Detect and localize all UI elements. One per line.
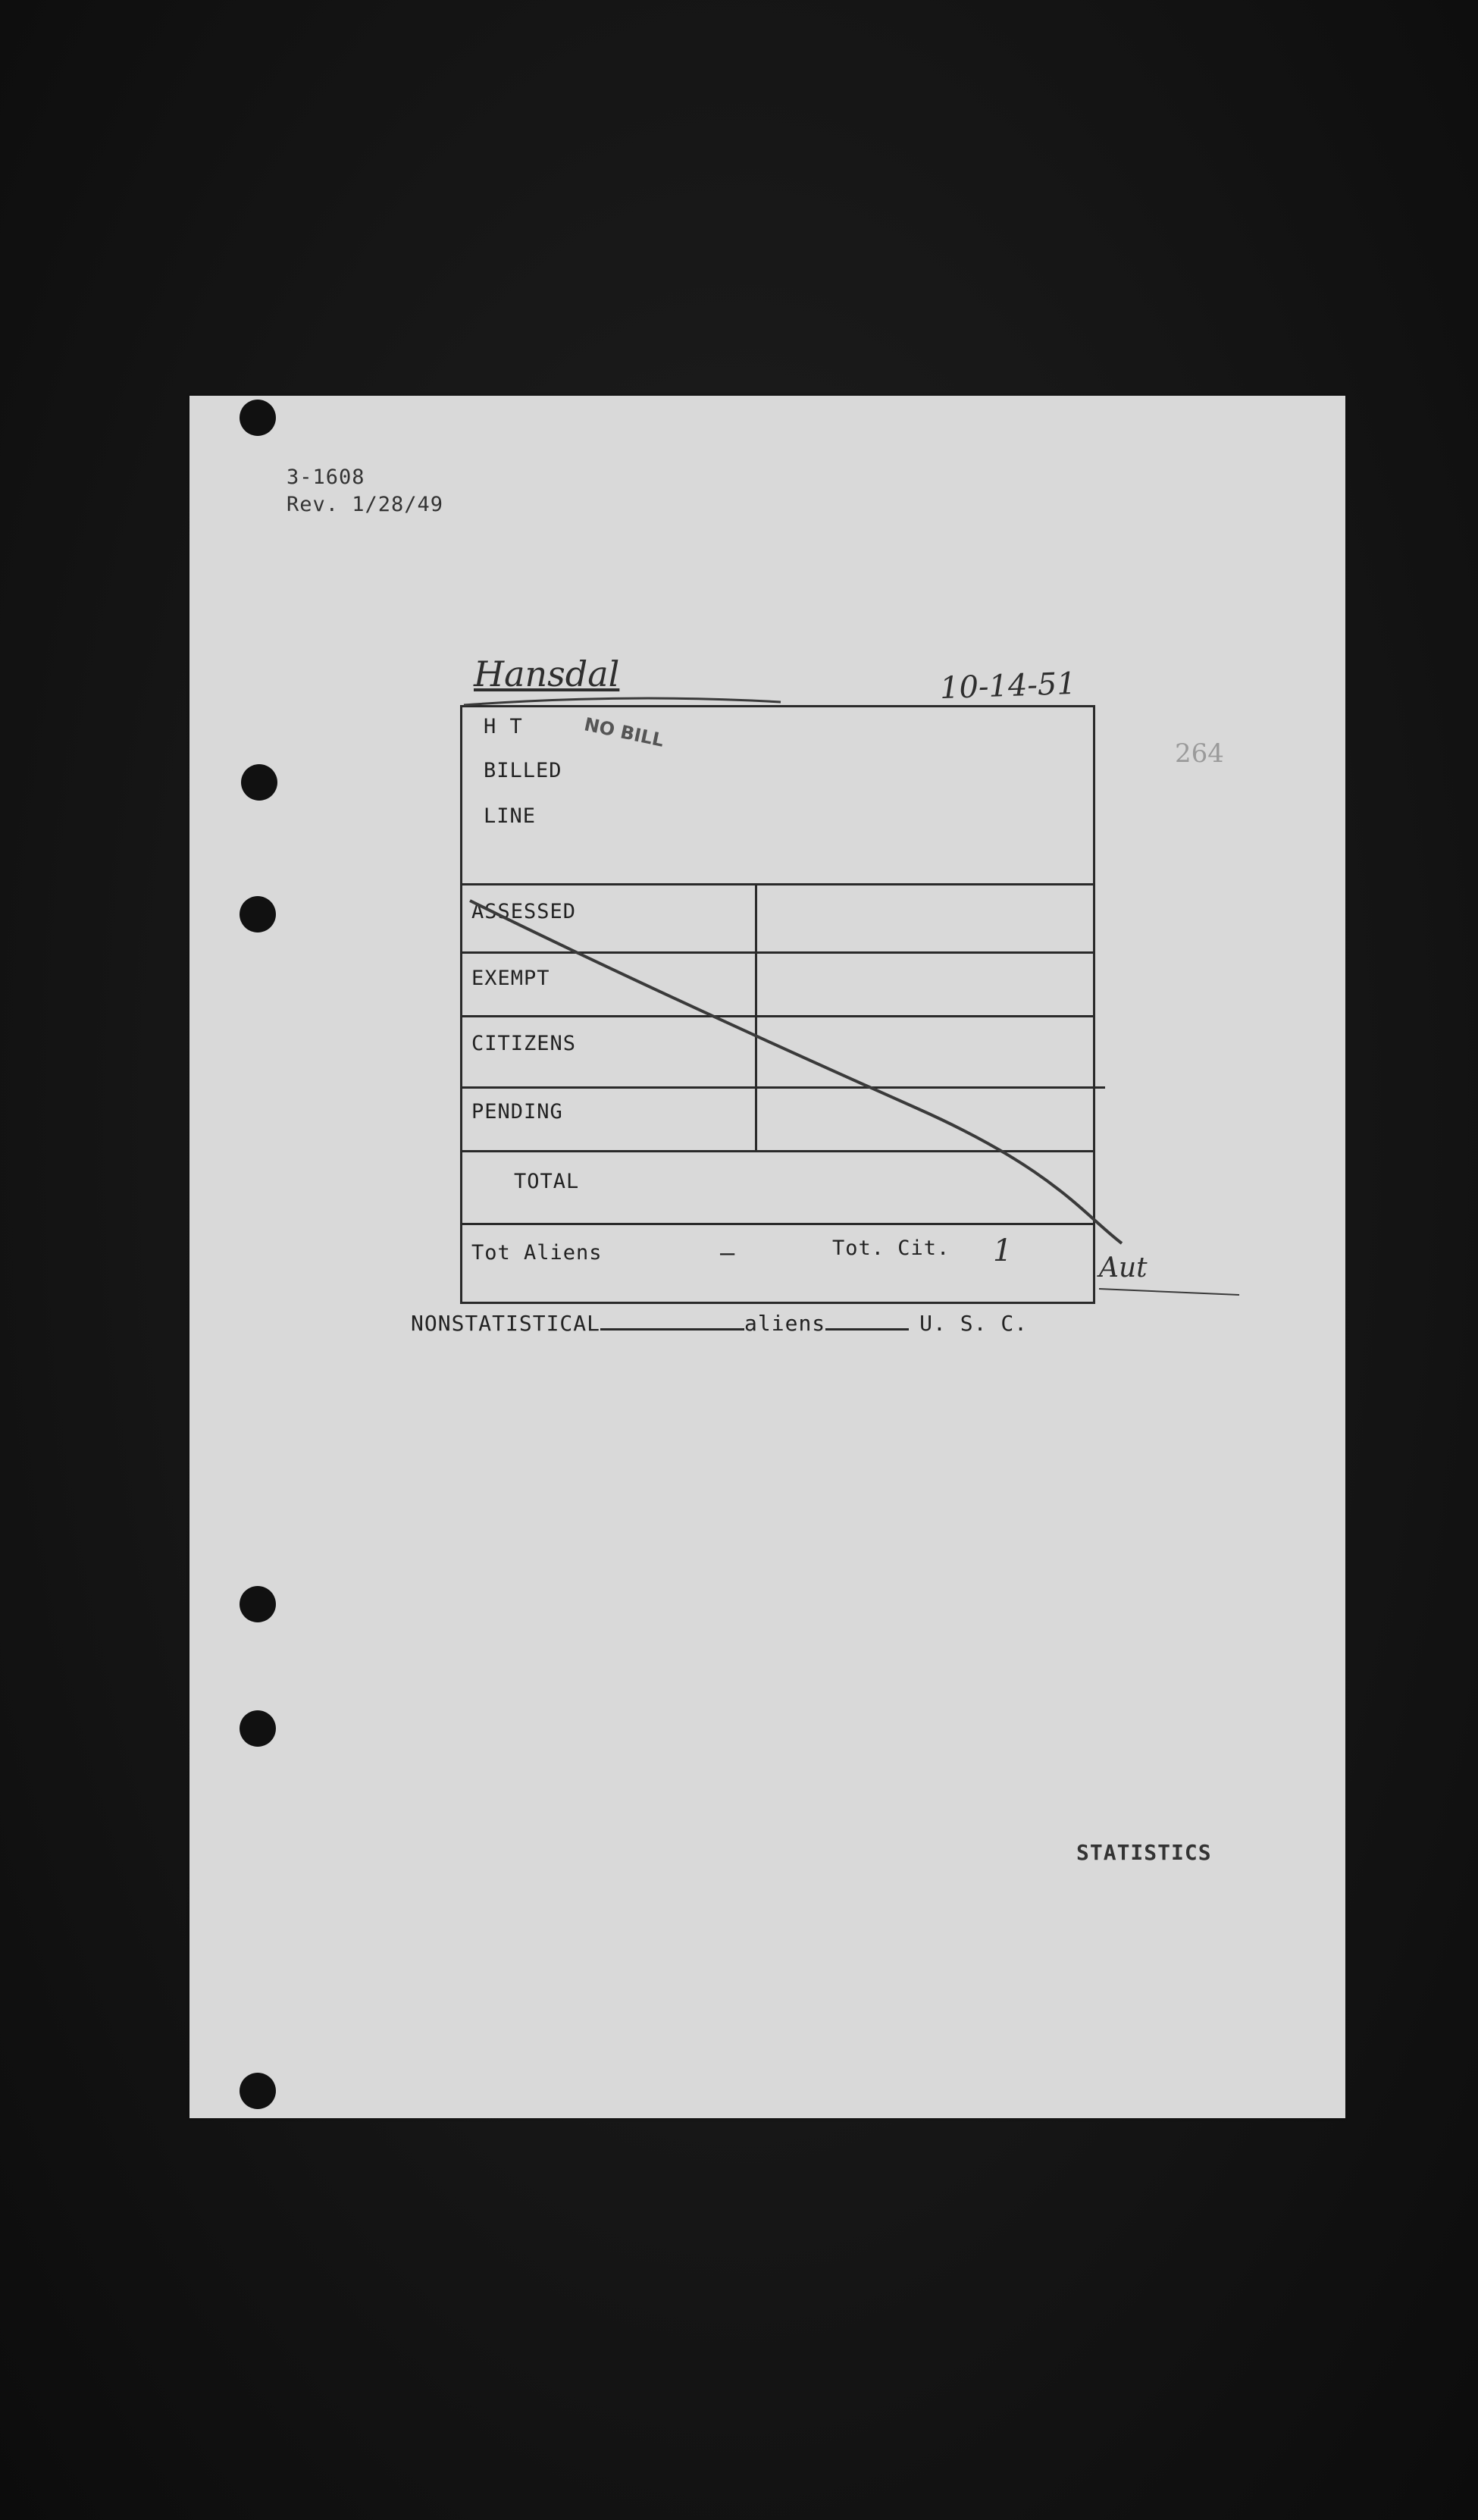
document-sheet bbox=[189, 396, 1345, 2118]
page-number-stamp: 264 bbox=[1175, 738, 1224, 769]
header-line-ht: H T bbox=[484, 715, 523, 738]
form-number: 3-1608 bbox=[287, 465, 365, 489]
tot-cit-label: Tot. Cit. bbox=[832, 1236, 950, 1260]
tot-aliens-value: — bbox=[720, 1238, 736, 1267]
diagonal-strike-stroke bbox=[470, 901, 1122, 1243]
row-total: TOTAL bbox=[514, 1170, 580, 1193]
handwritten-signature: Hansdal bbox=[474, 654, 620, 694]
header-line-line: LINE bbox=[484, 804, 537, 828]
row-exempt: EXEMPT bbox=[471, 967, 550, 990]
handwritten-initials: Aut bbox=[1099, 1252, 1148, 1284]
handwritten-date: 10-14-51 bbox=[939, 666, 1077, 707]
form-revision: Rev. 1/28/49 bbox=[287, 493, 444, 516]
initials-underline bbox=[1099, 1289, 1239, 1295]
row-citizens: CITIZENS bbox=[471, 1032, 577, 1055]
row-assessed: ASSESSED bbox=[471, 900, 577, 923]
row-pending: PENDING bbox=[471, 1100, 563, 1124]
nonstatistical-label: NONSTATISTICAL bbox=[411, 1311, 601, 1336]
signature-flourish bbox=[464, 698, 781, 705]
tot-cit-value: 1 bbox=[993, 1233, 1013, 1268]
header-line-billed: BILLED bbox=[484, 759, 562, 782]
tot-aliens-label: Tot Aliens bbox=[471, 1241, 603, 1265]
pen-strike-line bbox=[189, 396, 1345, 2118]
statistics-stamp: STATISTICS bbox=[1076, 1840, 1212, 1865]
no-bill-stamp: NO BILL bbox=[582, 713, 666, 751]
usc-label: U. S. C. bbox=[919, 1311, 1029, 1336]
aliens-label: aliens bbox=[744, 1311, 826, 1336]
